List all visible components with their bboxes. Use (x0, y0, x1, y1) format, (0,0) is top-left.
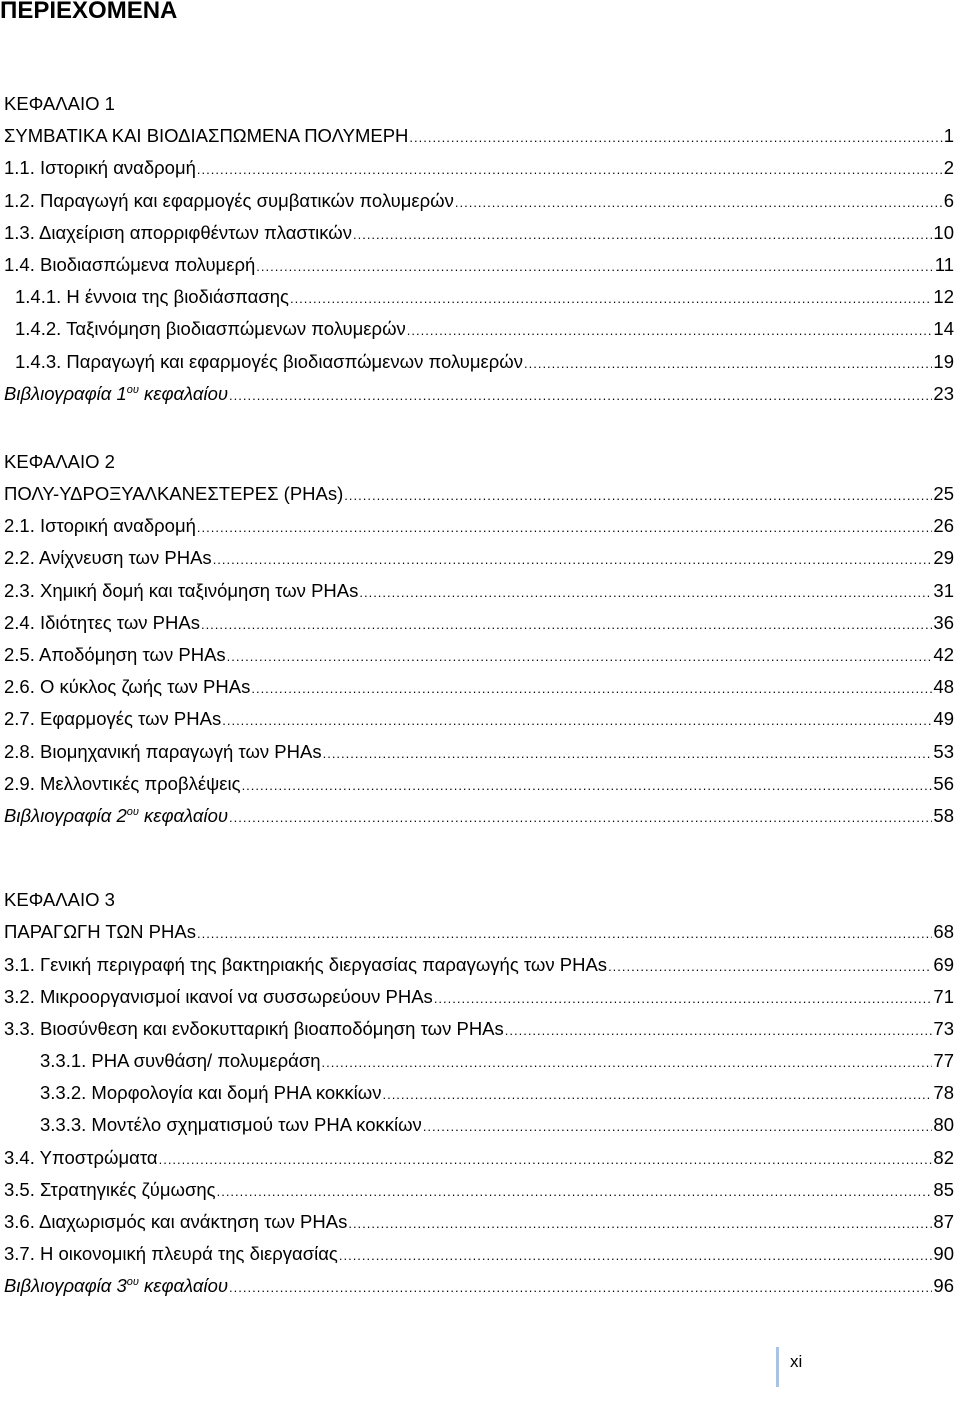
toc-entry (4, 281, 954, 313)
toc-entry (4, 542, 954, 574)
dot-leader (339, 1240, 933, 1272)
dot-leader (382, 1079, 932, 1111)
toc-entry (4, 1077, 954, 1109)
toc-entry (4, 639, 954, 671)
toc-entry (4, 736, 954, 768)
dot-leader (608, 951, 932, 983)
chapter-1-heading: ΚΕΦΑΛΑΙΟ 1 (4, 93, 115, 114)
page-footer (776, 1347, 839, 1387)
toc-entry (4, 916, 954, 948)
dot-leader (197, 512, 933, 544)
toc-entry (4, 217, 954, 249)
dot-leader (201, 609, 932, 641)
toc-entry-title: 1.1. Ιστορική αναδρομή (4, 157, 196, 179)
page-number: xi (790, 1352, 803, 1371)
toc-entry-page: 82 (933, 1146, 954, 1168)
toc-entry-page: 19 (933, 350, 954, 372)
toc-entry-title: 3.7. Η οικονομική πλευρά της διεργασίας (4, 1243, 338, 1265)
toc-entry (4, 1142, 954, 1174)
toc-entry (4, 981, 954, 1013)
toc-entry-page: 56 (933, 772, 954, 794)
toc-entry-page: 90 (933, 1243, 954, 1265)
toc-entry-title (4, 1270, 228, 1302)
toc-entry-page: 14 (933, 318, 954, 340)
dot-leader (290, 283, 932, 315)
dot-leader (159, 1144, 933, 1176)
toc-entry-title: 3.2. Μικροοργανισμοί ικανοί να συσσωρεύουν PHAs (4, 985, 433, 1007)
toc-entry-title: 1.4.2. Ταξινόμηση βιοδιασπώμενων πολυμερών (15, 318, 406, 340)
toc-entry-title: 2.8. Βιομηχανική παραγωγή των PHAs (4, 740, 322, 762)
toc-entry-title: 2.2. Ανίχνευση των PHAs (4, 547, 212, 569)
toc-entry-title: 3.4. Υποστρώματα (4, 1146, 158, 1168)
dot-leader (242, 770, 933, 802)
bibliography-label-suffix: κεφαλαίου (138, 1275, 229, 1297)
toc-entry-title: 3.3.1. PHA συνθάση/ πολυμεράση (40, 1050, 321, 1072)
dot-leader (197, 918, 932, 950)
dot-leader (227, 641, 933, 673)
toc-entry-title: 3.5. Στρατηγικές ζύμωσης (4, 1178, 216, 1200)
toc-entry-title: 2.4. Ιδιότητες των PHAs (4, 611, 200, 633)
toc-entry-page: 69 (933, 953, 954, 975)
toc-entry-page: 77 (933, 1050, 954, 1072)
dot-leader (322, 1047, 933, 1079)
bibliography-label-suffix: κεφαλαίου (138, 804, 229, 826)
toc-entry-page: 85 (933, 1178, 954, 1200)
dot-leader (229, 1272, 932, 1304)
toc-entry-title: 2.9. Μελλοντικές προβλέψεις (4, 772, 241, 794)
toc-entry-title: 2.6. Ο κύκλος ζωής των PHAs (4, 676, 251, 698)
dot-leader (455, 187, 943, 219)
dot-leader (344, 480, 932, 512)
toc-entry-title: 2.3. Χημική δομή και ταξινόμηση των PHAs (4, 579, 359, 601)
toc-entry (4, 768, 954, 800)
toc-entry (4, 1109, 954, 1141)
bibliography-label: Βιβλιογραφία 3 (4, 1275, 127, 1297)
dot-leader (229, 802, 932, 834)
dot-leader (197, 154, 943, 186)
toc-entry (4, 1174, 954, 1206)
ordinal-superscript: ου (126, 383, 139, 396)
toc-entry-title: 3.6. Διαχωρισμός και ανάκτηση των PHAs (4, 1211, 348, 1232)
toc-entry (4, 1206, 954, 1238)
toc-entry (4, 671, 954, 703)
toc-entry (4, 1238, 954, 1270)
ordinal-superscript: ου (126, 805, 139, 818)
toc-entry-page: 26 (933, 515, 954, 537)
dot-leader (524, 348, 932, 380)
toc-entry-title: 1.2. Παραγωγή και εφαρμογές συμβατικών πολυμερών (4, 189, 454, 211)
toc-entry (4, 313, 954, 345)
dot-leader (348, 1208, 932, 1240)
toc-entry-page: 2 (943, 157, 954, 179)
dot-leader (505, 1015, 933, 1047)
toc-entry-title: 3.3.2. Μορφολογία και δομή PHA κοκκίων (40, 1082, 382, 1104)
toc-entry (4, 346, 954, 378)
toc-entry-title: ΠΑΡΑΓΩΓΗ ΤΩΝ PHAs (4, 921, 196, 943)
toc-bibliography-entry (4, 378, 954, 410)
toc-entry-page: 68 (933, 921, 954, 943)
dot-leader (213, 544, 933, 576)
chapter-3-heading: ΚΕΦΑΛΑΙΟ 3 (4, 889, 115, 911)
toc-entry-page: 73 (933, 1017, 954, 1039)
toc-entry-page: 71 (933, 985, 954, 1007)
toc-entry-title: 2.1. Ιστορική αναδρομή (4, 515, 196, 537)
toc-entry-title: 3.1. Γενική περιγραφή της βακτηριακής διεργασίας παραγωγής των PHAs (4, 953, 608, 975)
toc-entry-page: 78 (933, 1082, 954, 1104)
bibliography-label: Βιβλιογραφία 2 (4, 804, 127, 826)
toc-entry-title: 3.3.3. Μοντέλο σχηματισμού των PHA κοκκίων (40, 1114, 422, 1136)
dot-leader (359, 577, 932, 609)
toc-entry-title (4, 800, 228, 832)
toc-entry-page: 58 (933, 804, 954, 826)
toc-entry (4, 703, 954, 735)
toc-entry-page: 1 (943, 125, 954, 147)
toc-entry (4, 1045, 954, 1077)
toc-entry (4, 1013, 954, 1045)
toc-entry (4, 510, 954, 542)
toc-entry (4, 575, 954, 607)
dot-leader (256, 251, 934, 283)
toc-entry-page: 23 (933, 382, 954, 404)
toc-entry-page: 29 (933, 547, 954, 569)
dot-leader (353, 219, 932, 251)
page-title: ΠΕΡΙΕΧΟΜΕΝΑ (0, 0, 178, 24)
toc-entry-page: 49 (933, 708, 954, 730)
toc-entry-page: 11 (934, 253, 954, 275)
toc-entry-page: 10 (933, 221, 954, 243)
section-spacer (4, 832, 954, 884)
toc-entry-title: 2.5. Αποδόμηση των PHAs (4, 644, 226, 665)
toc-entry-title: ΠΟΛΥ-ΥΔΡΟΞΥΑΛΚΑΝΕΣΤΕΡΕΣ (PHAs) (4, 483, 344, 505)
toc-entry (4, 152, 954, 184)
toc-entry (4, 949, 954, 981)
toc-entry (4, 249, 954, 281)
toc-entry-page: 42 (933, 644, 954, 665)
toc-entry-title: 1.3. Διαχείριση απορριφθέντων πλαστικών (4, 221, 352, 243)
toc-entry-page: 80 (933, 1114, 954, 1136)
toc-entry (4, 607, 954, 639)
toc-entry-title: 3.3. Βιοσύνθεση και ενδοκυτταρική βιοαποδόμηση των PHAs (4, 1017, 504, 1039)
toc-entry-page: 87 (933, 1211, 954, 1232)
toc-entry-page: 96 (933, 1275, 954, 1297)
toc-entry-page: 48 (933, 676, 954, 698)
bibliography-label: Βιβλιογραφία 1 (4, 382, 127, 404)
toc-entry-page: 31 (933, 579, 954, 601)
toc-entry-title: 1.4.3. Παραγωγή και εφαρμογές βιοδιασπώμενων πολυμερών (15, 350, 523, 372)
toc-entry-page: 12 (933, 286, 954, 308)
bibliography-label-suffix: κεφαλαίου (138, 382, 229, 404)
toc-entry-page: 6 (943, 189, 954, 211)
section-spacer (4, 410, 954, 446)
chapter-2-heading: ΚΕΦΑΛΑΙΟ 2 (4, 450, 115, 472)
toc-entry (4, 478, 954, 510)
dot-leader (409, 122, 942, 154)
toc-entry-title (4, 378, 228, 410)
toc-entry (4, 185, 954, 217)
table-of-contents (4, 88, 954, 1303)
dot-leader (222, 705, 932, 737)
dot-leader (217, 1176, 933, 1208)
dot-leader (323, 738, 933, 770)
toc-entry-page: 25 (933, 483, 954, 505)
toc-entry-page: 36 (933, 611, 954, 633)
ordinal-superscript: ου (126, 1276, 139, 1289)
toc-entry-page: 53 (933, 740, 954, 762)
toc-entry-title: ΣΥΜΒΑΤΙΚΑ ΚΑΙ ΒΙΟΔΙΑΣΠΩΜΕΝΑ ΠΟΛΥΜΕΡΗ (4, 125, 409, 147)
dot-leader (251, 673, 932, 705)
toc-entry-title: 1.4.1. Η έννοια της βιοδιάσπασης (15, 286, 289, 308)
toc-bibliography-entry (4, 1270, 954, 1302)
toc-entry (4, 120, 954, 152)
dot-leader (407, 315, 933, 347)
toc-entry-title: 1.4. Βιοδιασπώμενα πολυμερή (4, 253, 256, 275)
toc-bibliography-entry (4, 800, 954, 832)
dot-leader (434, 983, 933, 1015)
dot-leader (229, 380, 932, 412)
toc-entry-title: 2.7. Εφαρμογές των PHAs (4, 708, 222, 730)
dot-leader (423, 1111, 933, 1143)
